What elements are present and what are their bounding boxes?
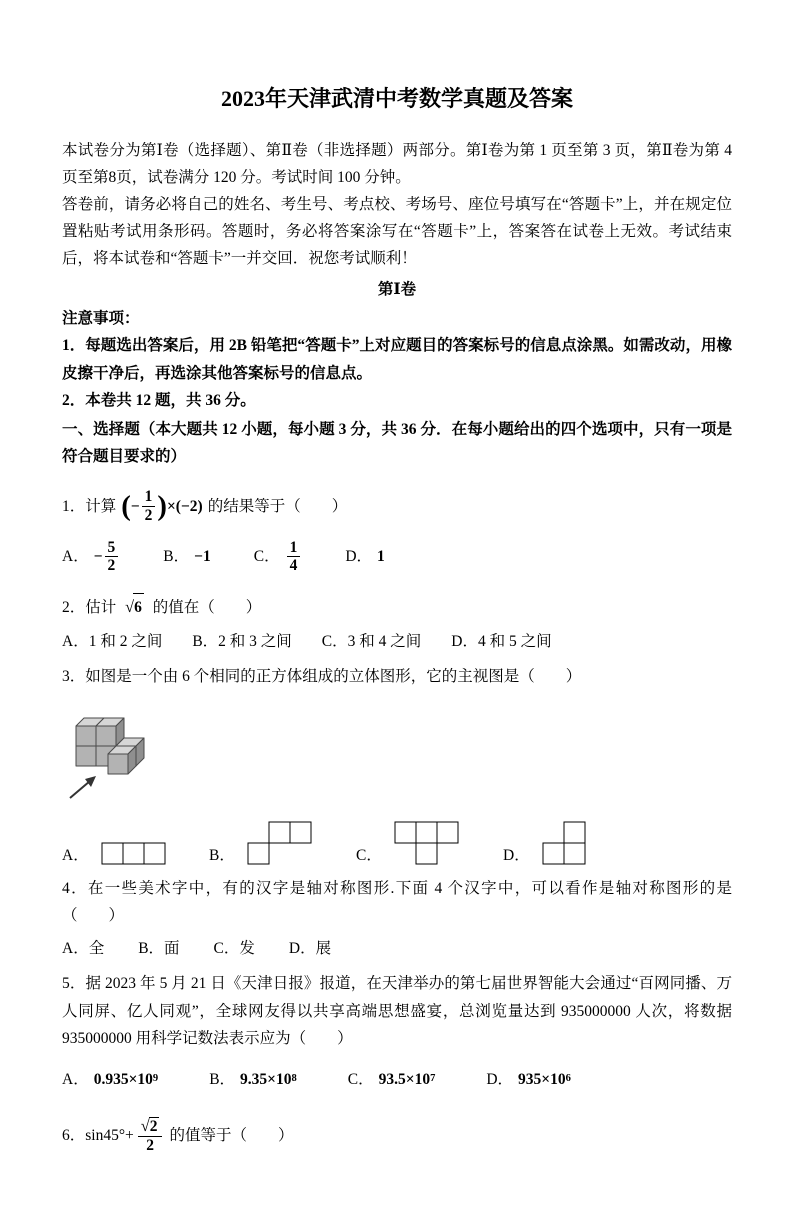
q2-option-c: C．3 和 4 之间	[321, 632, 422, 650]
section-1-heading: 一、选择题（本大题共 12 小题，每小题 3 分，共 36 分．在每小题给出的四个选项中，只有一项是符合题目要求的）	[62, 420, 732, 465]
q5-option-d-exponent: 6	[565, 1073, 571, 1085]
q1-option-a-label: A．	[62, 548, 89, 566]
q3-option-c	[356, 821, 503, 865]
q1-option-a-fraction	[105, 539, 119, 576]
view-direction-arrow	[70, 776, 96, 798]
q3-option-d-label: D．	[503, 846, 530, 864]
question-4-options	[62, 935, 732, 962]
q5-option-a-base: 0.935×10	[93, 1070, 153, 1088]
q5-option-c-base: 93.5×10	[378, 1070, 431, 1088]
q3-option-a	[62, 842, 209, 865]
q4-option-c: C．发	[213, 940, 255, 958]
page-title: 2023年天津武清中考数学真题及答案	[220, 86, 573, 111]
q3-cube-figure	[66, 700, 732, 811]
q1-times-term: ×(−2)	[166, 497, 203, 515]
note-item-1: 1．每题选出答案后，用 2B 铅笔把“答题卡”上对应题目的答案标号的信息点涂黑。如需改动，用橡皮擦干净后，再选涂其他答案标号的信息点。	[62, 337, 732, 382]
q1-option-c-numerator: 1	[287, 539, 301, 558]
q3-option-b-label: B．	[209, 846, 235, 864]
q2-option-b: B．2 和 3 之间	[192, 632, 292, 650]
question-1	[62, 488, 732, 525]
q1-stem-suffix: 的结果等于（ ）	[207, 497, 348, 515]
question-5-options	[62, 1066, 732, 1093]
q5-option-b-base: 9.35×10	[240, 1070, 292, 1088]
q1-fraction	[142, 488, 156, 525]
q1-option-a-denominator: 2	[107, 557, 116, 575]
q5-option-b-exponent: 8	[291, 1073, 297, 1085]
q5-option-c-value	[379, 1066, 436, 1093]
intro-paragraph-2: 答卷前，请务必将自己的姓名、考生号、考点校、考场号、座位号填写在“答题卡”上，并在规定位置粘贴考试用条形码。答题时，务必将答案涂写在“答题卡”上，答案答在试卷上无效。考试结束后，将本试卷和“答题卡”一并交回．祝您考试顺利！	[62, 195, 732, 267]
q6-radicand: 2	[149, 1117, 158, 1135]
q3-option-d-shape	[542, 821, 586, 865]
notes-heading: 注意事项：	[62, 310, 140, 328]
q3-option-a-label: A．	[62, 846, 89, 864]
q3-option-c-shape	[394, 821, 459, 865]
q1-option-c-denominator: 4	[289, 557, 298, 575]
q1-expression	[121, 488, 202, 525]
q2-stem-suffix: 的值在（ ）	[152, 599, 262, 617]
q5-option-d	[486, 1066, 576, 1093]
q5-option-c	[348, 1066, 441, 1093]
q5-option-c-exponent: 7	[430, 1073, 436, 1085]
q5-option-b-label: B．	[209, 1070, 236, 1088]
q1-left-paren: (	[121, 489, 131, 522]
question-2	[62, 593, 732, 621]
question-3-options	[62, 821, 732, 865]
q3-option-b	[209, 821, 356, 865]
q2-sqrt-expression	[125, 593, 144, 621]
q1-option-c-value	[285, 539, 303, 576]
q1-option-b-value: −1	[194, 548, 211, 566]
q5-option-a-label: A．	[62, 1070, 89, 1088]
q1-option-d	[345, 543, 389, 570]
q5-option-a-value	[94, 1066, 158, 1093]
q5-option-c-label: C．	[347, 1070, 374, 1088]
q3-option-c-label: C．	[356, 846, 382, 864]
intro-paragraph-1: 本试卷分为第Ⅰ卷（选择题）、第Ⅱ卷（非选择题）两部分。第Ⅰ卷为第 1 页至第 3 页，第Ⅱ卷为第 4 页至第8页，试卷满分 120 分。考试时间 100 分钟。	[62, 141, 732, 186]
q1-option-a-numerator: 5	[105, 539, 119, 558]
q5-option-d-label: D．	[486, 1070, 514, 1088]
q3-option-a-shape	[101, 842, 166, 865]
q3-option-b-shape	[247, 821, 312, 865]
q2-stem-prefix: 2．估计	[62, 599, 117, 617]
q2-radical-sign: √	[125, 598, 135, 617]
q1-fraction-denominator: 2	[144, 506, 153, 524]
q5-option-a	[62, 1066, 163, 1093]
q1-option-b	[163, 543, 215, 570]
q2-radicand: 6	[133, 593, 144, 621]
question-5: 5．据 2023 年 5 月 21 日《天津日报》报道，在天津举办的第七届世界智能大会通过“百网同播、万人同屏、亿人同观”，全球网友得以共享高端思想盛宴，总浏览量达到 935000000 人次，将数据 935000000 用科学记数法表示应为（ ）	[62, 975, 732, 1047]
q1-option-c	[254, 539, 308, 576]
q1-option-a-minus: −	[93, 548, 103, 566]
q2-option-a: A．1 和 2 之间	[62, 632, 163, 650]
q3-option-d	[503, 821, 650, 865]
note-item-2: 2．本卷共 12 题，共 36 分。	[62, 391, 256, 409]
q4-option-b: B．面	[138, 940, 180, 958]
q5-option-b-value	[240, 1066, 297, 1093]
q5-option-b	[209, 1066, 302, 1093]
q1-right-paren: )	[157, 489, 167, 522]
question-4: 4．在一些美术字中，有的汉字是轴对称图形.下面 4 个汉字中，可以看作是轴对称图形的是（ ）	[62, 880, 732, 925]
q1-minus-sign: −	[130, 497, 140, 515]
q1-option-a	[62, 539, 125, 576]
q5-option-a-exponent: 9	[152, 1073, 159, 1085]
question-3: 3．如图是一个由 6 个相同的正方体组成的立体图形，它的主视图是（ ）	[62, 667, 582, 685]
q6-stem-suffix: 的值等于（ ）	[169, 1127, 294, 1145]
q1-option-d-value: 1	[377, 548, 385, 566]
q5-option-d-base: 935×10	[518, 1070, 566, 1088]
cube-figure-svg	[66, 700, 162, 802]
q1-option-d-label: D．	[345, 548, 373, 566]
q6-fraction-denominator: 2	[146, 1136, 154, 1154]
q1-option-c-label: C．	[253, 548, 280, 566]
q1-fraction-numerator: 1	[142, 488, 156, 507]
q1-option-a-value	[94, 539, 121, 576]
q5-option-d-value	[518, 1066, 571, 1093]
q6-radical-sign: √	[140, 1116, 150, 1135]
q1-stem-prefix: 1．计算	[62, 497, 117, 515]
q1-option-c-fraction	[287, 539, 301, 576]
q6-stem-prefix: 6．sin45°+	[62, 1127, 134, 1145]
volume-1-heading: 第Ⅰ卷	[377, 281, 417, 299]
q6-fraction-numerator	[138, 1117, 163, 1137]
q2-option-d: D．4 和 5 之间	[451, 632, 552, 650]
question-2-options	[62, 628, 732, 655]
q1-option-b-label: B．	[163, 548, 190, 566]
question-1-options	[62, 539, 732, 576]
q4-option-a: A．全	[62, 940, 105, 958]
q4-option-d: D．展	[288, 940, 332, 958]
